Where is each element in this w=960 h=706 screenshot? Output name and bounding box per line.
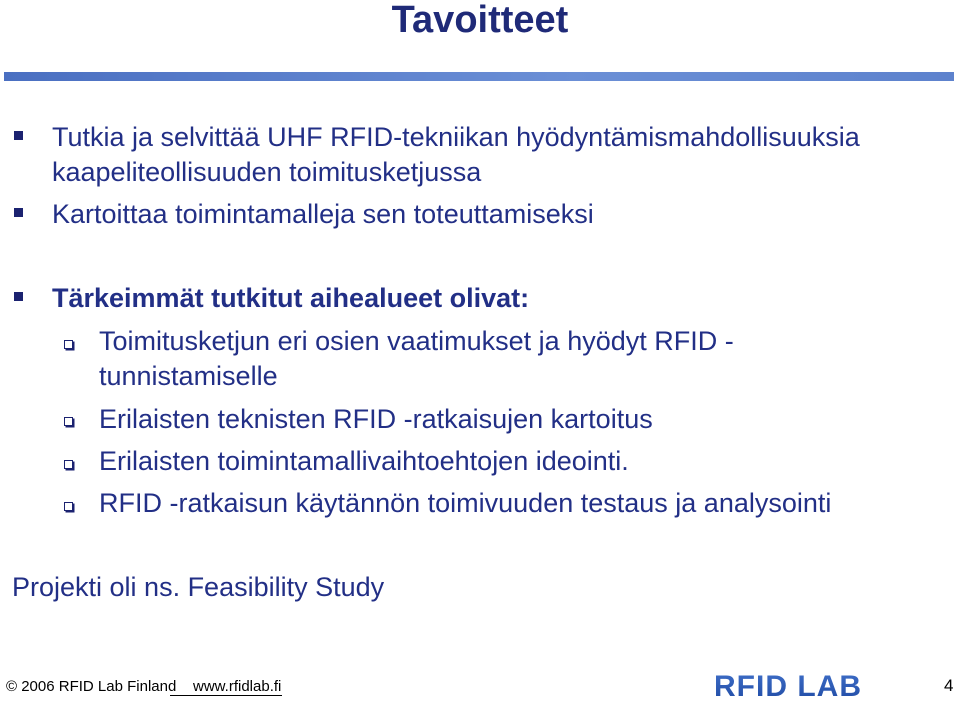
sub-bullet-text: Toimitusketjun eri osien vaatimukset ja hyödyt RFID -: [99, 326, 734, 356]
sub-bullet-text: RFID -ratkaisun käytännön toimivuuden testaus ja analysointi: [99, 488, 832, 518]
checkbox-bullet-icon: [64, 417, 73, 426]
logo-text: RFID LAB: [714, 670, 862, 700]
checkbox-bullet-icon: [64, 502, 73, 511]
footer-underline: [170, 695, 282, 696]
bullet-text: Tutkia ja selvittää UHF RFID-tekniikan hyödyntämismahdollisuuksia: [52, 122, 860, 152]
title-divider: [4, 72, 954, 81]
project-note: Projekti oli ns. Feasibility Study: [12, 572, 385, 602]
square-bullet-icon: [14, 208, 23, 217]
footer-copyright: [6, 678, 281, 696]
slide-title: Tavoitteet: [391, 0, 569, 41]
square-bullet-icon: [14, 292, 23, 301]
rfid-lab-logo: [712, 670, 918, 700]
bullet-text: Kartoittaa toimintamalleja sen toteuttamiseksi: [52, 199, 594, 229]
footer-link[interactable]: www.rfidlab.fi: [193, 678, 282, 695]
checkbox-bullet-icon: [64, 460, 73, 469]
sub-bullet-text: Erilaisten toimintamallivaihtoehtojen ideointi.: [99, 446, 629, 476]
bullet-text-continued: kaapeliteollisuuden toimitusketjussa: [52, 157, 482, 187]
sub-bullet-text-continued: tunnistamiselle: [99, 361, 278, 391]
square-bullet-icon: [14, 131, 23, 140]
copyright-text: © 2006 RFID Lab Finland: [6, 678, 177, 695]
bullet-heading: Tärkeimmät tutkitut aihealueet olivat:: [52, 283, 530, 313]
page-number: 4: [944, 676, 954, 695]
sub-bullet-text: Erilaisten teknisten RFID -ratkaisujen kartoitus: [99, 404, 653, 434]
checkbox-bullet-icon: [64, 340, 73, 349]
